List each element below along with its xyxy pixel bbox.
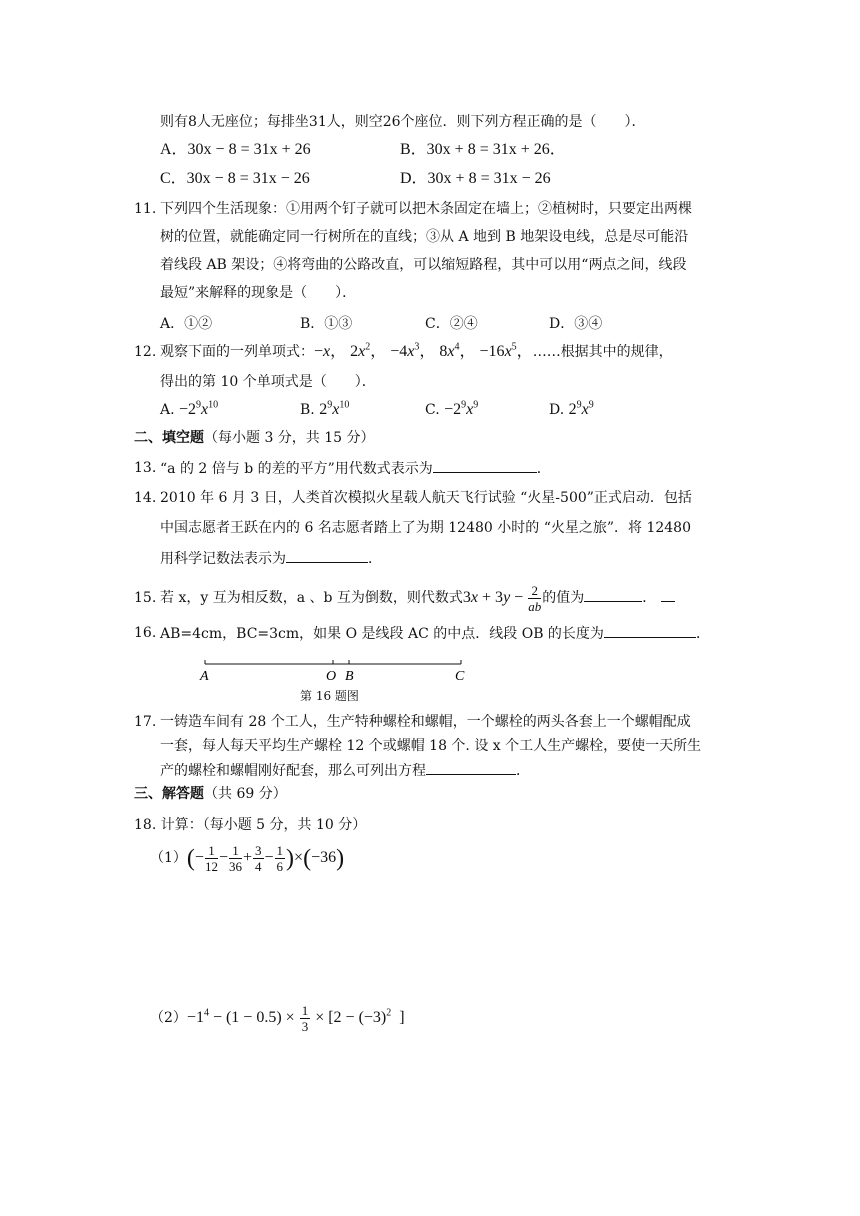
q14-line-1: 2010 年 6 月 3 日，人类首次模拟火星载人航天飞行试验 “火星-500”正式启动．包括 bbox=[160, 490, 692, 506]
q15-expression: 3x + 3y − $\frac{2}{ab}$ bbox=[462, 582, 542, 614]
section-3-title: 三、解答题 bbox=[134, 786, 204, 802]
q17-line-3 bbox=[160, 760, 530, 781]
q14-number: 14. bbox=[134, 490, 157, 506]
q16-figure-caption: 第 16 题图 bbox=[300, 689, 359, 703]
q12-option-c-label: C. bbox=[425, 402, 440, 418]
q16-number: 16. bbox=[134, 625, 157, 641]
q13-number: 13. bbox=[134, 460, 157, 476]
q17-text: 产的螺栓和螺帽刚好配套，那么可列出方程 bbox=[160, 763, 426, 779]
q18-part-2-label: （2） bbox=[150, 1010, 187, 1026]
label-c: C bbox=[455, 669, 465, 684]
q11-number: 11. bbox=[134, 201, 157, 217]
q17-number: 17. bbox=[134, 714, 157, 730]
q15-fraction: $\frac{2}{ab}$ bbox=[528, 582, 542, 614]
q12-option-d bbox=[549, 400, 594, 420]
q11-option-d: D．③④ bbox=[549, 316, 603, 332]
q12-option-a-label: A. bbox=[160, 402, 175, 418]
q10-option-a: A．30x − 8 = 31x + 26 bbox=[160, 141, 311, 158]
q15-trailing-mark bbox=[661, 587, 675, 602]
q13-answer-blank[interactable] bbox=[433, 458, 537, 473]
q10-stem: 则有8人无座位；每排坐31人，则空26个座位．则下列方程正确的是（ ）． bbox=[160, 114, 646, 130]
q12-option-c bbox=[425, 400, 478, 420]
q12-option-d-label: D. bbox=[549, 402, 565, 418]
q10-option-b: B．30x + 8 = 31x + 26． bbox=[400, 141, 566, 158]
q17-line-2: 一套，每人每天平均生产螺栓 12 个或螺帽 18 个. 设 x 个工人生产螺栓，要使一天所生 bbox=[160, 738, 702, 754]
q11-option-c: C．②④ bbox=[425, 316, 478, 332]
q16-line bbox=[160, 623, 710, 644]
q16-answer-blank[interactable] bbox=[604, 623, 696, 638]
q12-line-1 bbox=[160, 342, 673, 362]
q15-text-b: 的值为 bbox=[542, 590, 585, 606]
q12-option-a-expr: $-2^9x^{10}$ bbox=[179, 399, 219, 418]
q11-line-3: 着线段 AB 架设；④将弯曲的公路改直，可以缩短路程，其中可以用“两点之间，线段 bbox=[160, 257, 687, 273]
q12-rule: ……根据其中的规律， bbox=[532, 344, 673, 360]
q16-end: ． bbox=[695, 626, 710, 642]
q14-text: 用科学记数法表示为 bbox=[160, 551, 286, 567]
label-a: A bbox=[200, 669, 209, 684]
q14-end: ． bbox=[368, 551, 382, 567]
label-b: B bbox=[345, 669, 354, 684]
q12-option-b bbox=[300, 400, 349, 420]
q18-part-2 bbox=[150, 998, 405, 1038]
q11-line-4: 最短”来解释的现象是（ ）． bbox=[160, 285, 357, 301]
q17-answer-blank[interactable] bbox=[426, 760, 516, 775]
q11-option-b: B．①③ bbox=[300, 316, 353, 332]
q12-option-a bbox=[160, 400, 218, 420]
q18-part-1 bbox=[150, 838, 344, 878]
section-2-title: 二、填空题 bbox=[134, 430, 204, 446]
q14-line-2: 中国志愿者王跃在内的 6 名志愿者踏上了为期 12480 小时的 “火星之旅”．将 12480 bbox=[160, 520, 691, 536]
q15-text-a: 若 x，y 互为相反数，a 、b 互为倒数，则代数式 bbox=[160, 590, 463, 606]
q12-number: 12. bbox=[134, 344, 157, 360]
q16-text: AB=4cm，BC=3cm，如果 O 是线段 AC 的中点．线段 OB 的长度为 bbox=[160, 626, 604, 642]
q12-option-d-expr: $2^9x^9$ bbox=[568, 399, 594, 418]
q18-part-2-expression: $-1^4 - (1 - 0.5)$ × $\frac{1}{3}$ × [$2 - (-3)^2$ ] bbox=[186, 1002, 405, 1034]
q12-option-c-expr: $-2^9x^9$ bbox=[444, 399, 479, 418]
q14-answer-blank[interactable] bbox=[286, 548, 368, 563]
q15-end: ． bbox=[642, 590, 657, 606]
q12-option-b-expr: $2^9x^{10}$ bbox=[319, 399, 350, 418]
q14-line-3 bbox=[160, 548, 382, 569]
section-3-note: （共 69 分） bbox=[204, 786, 287, 802]
q12-sequence: −x， $2x^2$， $-4x^3$， $8x^4$， $-16x^5$， bbox=[314, 341, 533, 360]
q13-text: “a 的 2 倍与 b 的差的平方”用代数式表示为 bbox=[160, 461, 433, 477]
q11-option-a: A．①② bbox=[160, 316, 213, 332]
q13-end: ． bbox=[536, 461, 551, 477]
q18-part-1-expression: (− $\frac{1}{12}$ − $\frac{1}{36}$ + $\frac{3}{4}$ − $\frac{1}{6}$ )×(−36) bbox=[186, 842, 345, 874]
q17-end: ． bbox=[516, 763, 530, 779]
q11-line-1: 下列四个生活现象：①用两个钉子就可以把木条固定在墙上；②植树时，只要定出两棵 bbox=[160, 201, 692, 217]
q18-heading: 18. 计算：（每小题 5 分，共 10 分） bbox=[134, 817, 367, 833]
q15-number: 15. bbox=[134, 590, 157, 606]
q13-line bbox=[160, 458, 551, 479]
q16-segment-figure bbox=[190, 652, 490, 686]
section-3-heading bbox=[134, 784, 287, 804]
section-2-note: （每小题 3 分，共 15 分） bbox=[204, 430, 375, 446]
q12-option-b-label: B. bbox=[300, 402, 315, 418]
q12-line-2: 得出的第 10 个单项式是（ ）． bbox=[160, 374, 376, 390]
q11-line-2: 树的位置，就能确定同一行树所在的直线；③从 A 地到 B 地架设电线，总是尽可能沿 bbox=[160, 229, 689, 245]
q10-option-c: C．30x − 8 = 31x − 26 bbox=[160, 170, 310, 187]
label-o: O bbox=[326, 669, 337, 684]
q10-option-d: D．30x + 8 = 31x − 26 bbox=[400, 170, 551, 187]
q17-line-1: 一铸造车间有 28 个工人，生产特种螺栓和螺帽，一个螺栓的两头各套上一个螺帽配成 bbox=[160, 714, 691, 730]
q15-line bbox=[160, 578, 675, 618]
q18-part-1-label: （1） bbox=[150, 850, 187, 866]
q15-answer-blank[interactable] bbox=[584, 587, 642, 602]
q12-intro: 观察下面的一列单项式： bbox=[160, 344, 314, 360]
section-2-heading bbox=[134, 428, 375, 448]
